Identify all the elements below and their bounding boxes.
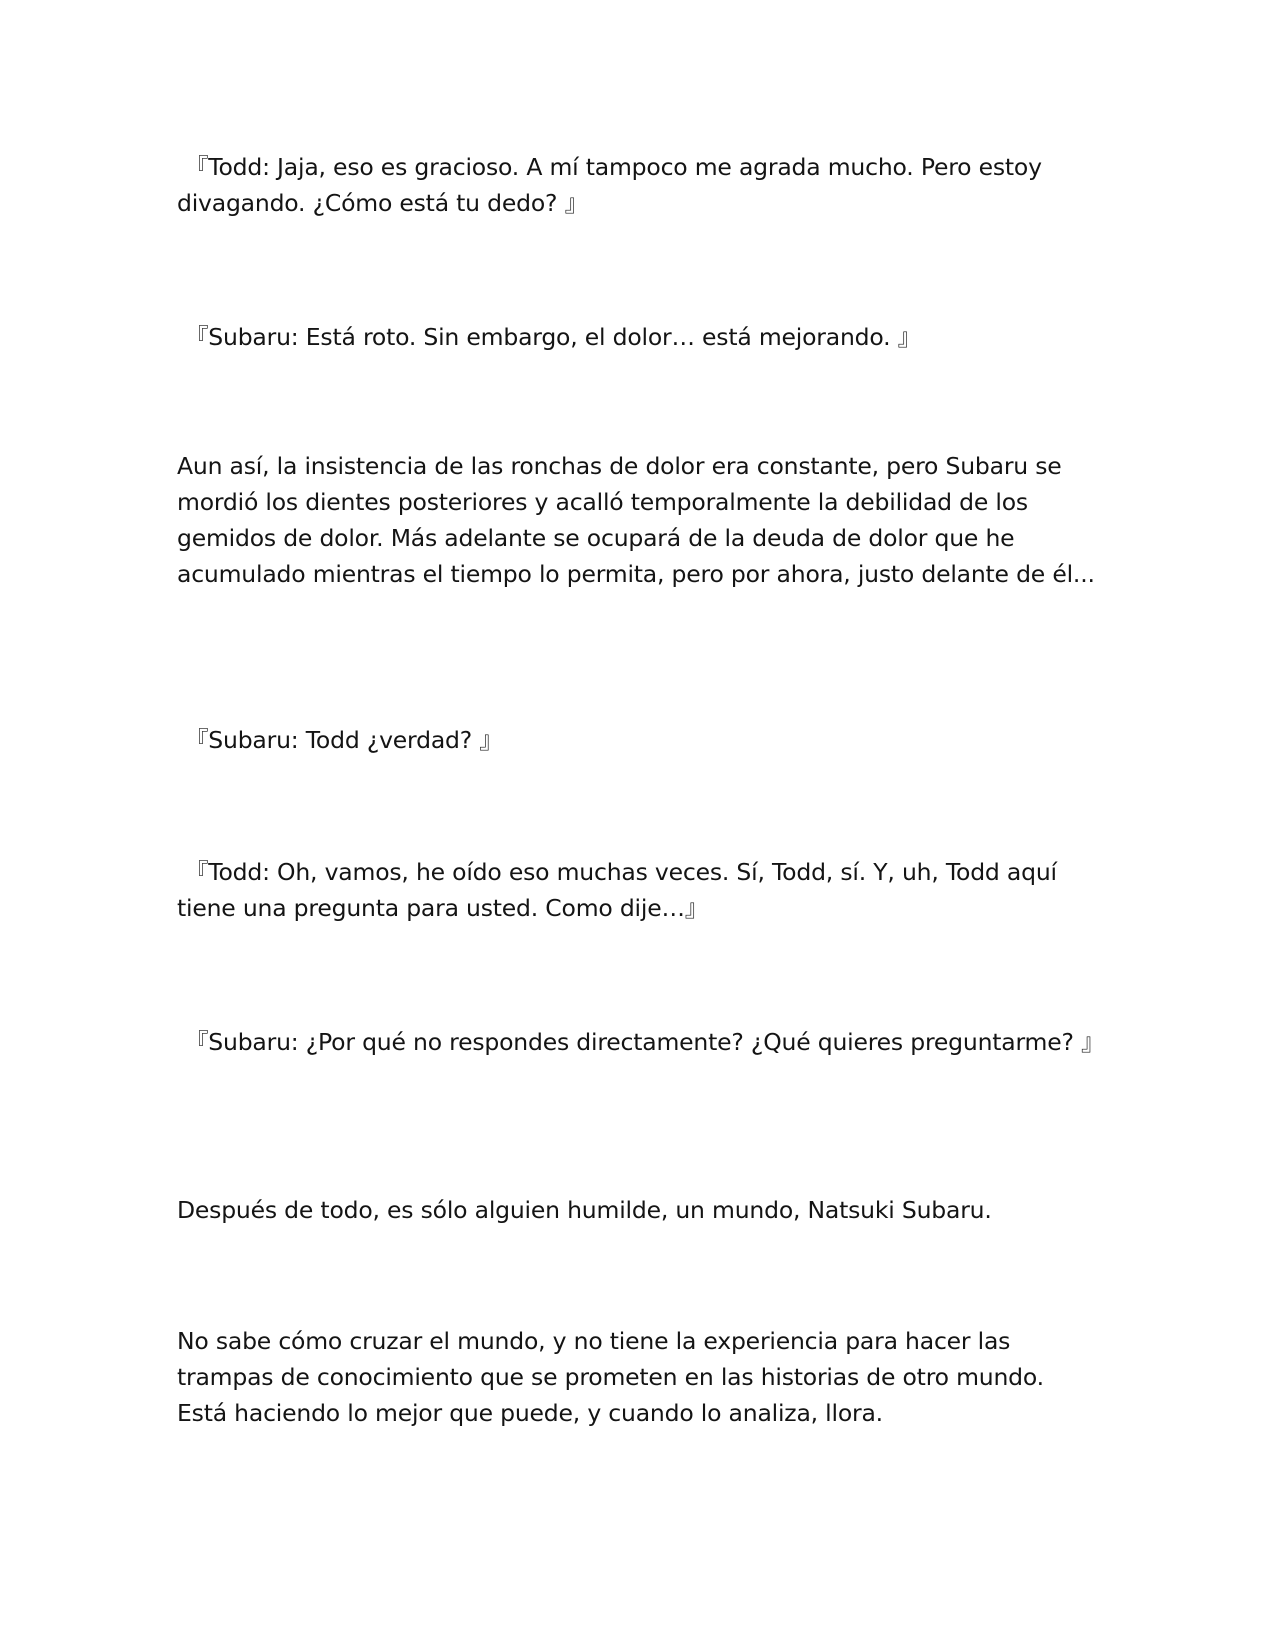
dialogue-subaru-1: 『Subaru: Está roto. Sin embargo, el dolor… está mejorando. 』 [185, 323, 921, 351]
dialogue-subaru-3: 『Subaru: ¿Por qué no respondes directamente? ¿Qué quieres preguntarme? 』 [185, 1028, 1105, 1056]
narration-paragraph-2: Después de todo, es sólo alguien humilde, un mundo, Natsuki Subaru. [177, 1196, 992, 1224]
dialogue-todd-1: 『Todd: Jaja, eso es gracioso. A mí tampoco me agrada mucho. Pero estoy divagando. ¿Cómo está tu dedo? 』 [177, 153, 1042, 217]
narration-paragraph-3: No sabe cómo cruzar el mundo, y no tiene la experiencia para hacer las trampas de conocimiento que se prometen en las historias de otro mundo. Está haciendo lo mejor que puede, y cuando lo analiza, llora. [177, 1327, 1044, 1427]
dialogue-todd-2: 『Todd: Oh, vamos, he oído eso muchas veces. Sí, Todd, sí. Y, uh, Todd aquí tiene una pregunta para usted. Como dije…』 [177, 858, 1057, 922]
narration-paragraph-1: Aun así, la insistencia de las ronchas de dolor era constante, pero Subaru se mordió los dientes posteriores y acalló temporalmente la debilidad de los gemidos de dolor. Más adelante se ocupará de la deuda de dolor que he acumulado mientras el tiempo lo permita, pero por ahora, justo delante de él... [177, 452, 1095, 588]
dialogue-subaru-2: 『Subaru: Todd ¿verdad? 』 [185, 726, 503, 754]
